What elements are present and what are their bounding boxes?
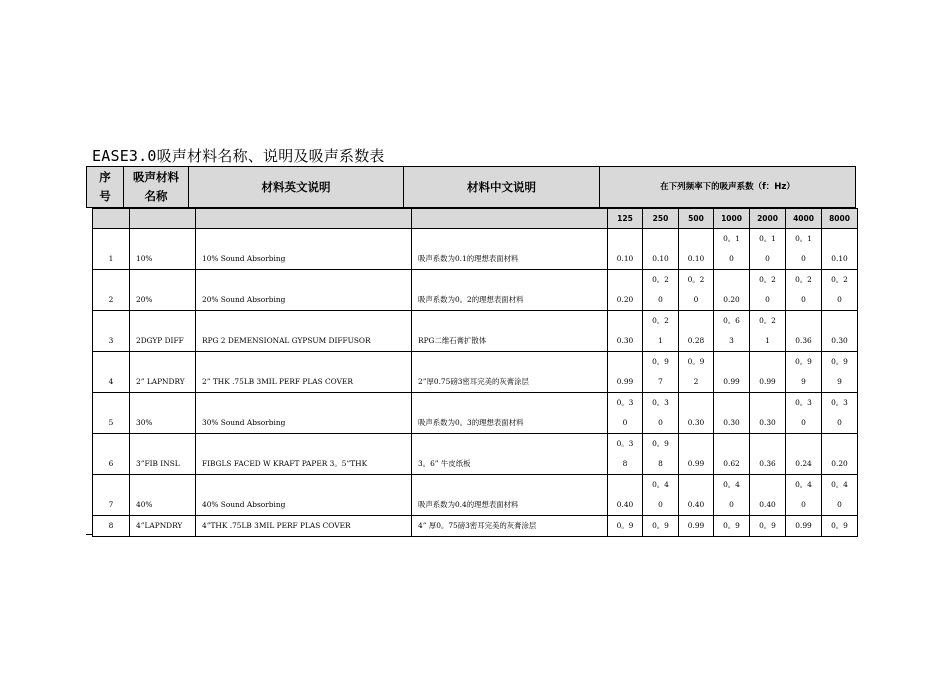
- document-title: EASE3.0吸声材料名称、说明及吸声系数表: [92, 147, 385, 165]
- coefficient-bottom: 0.20: [723, 295, 740, 304]
- header-index-line1: 序: [99, 170, 111, 184]
- coefficient-cell: [786, 352, 822, 393]
- coefficient-cell: [714, 393, 750, 434]
- blank-cell: [93, 209, 130, 229]
- coefficient-bottom: 0: [801, 254, 806, 263]
- coefficient-top: [750, 434, 785, 454]
- coefficient-bottom: 0.10: [652, 254, 669, 263]
- coefficient-top: 0。6: [723, 316, 740, 325]
- english-description: 4”THK .75LB 3MIL PERF PLAS COVER: [196, 516, 412, 537]
- coefficient-top: 0。4: [795, 480, 812, 489]
- coefficient-cell: [608, 229, 643, 270]
- coefficient-bottom: 0: [658, 295, 663, 304]
- blank-cell: [130, 209, 196, 229]
- coefficient-top: 0。3: [795, 398, 812, 407]
- coefficient-cell: [608, 393, 643, 434]
- coefficient-top: 0。3: [616, 439, 634, 448]
- table-row: [93, 434, 858, 475]
- coefficient-bottom: 0: [837, 418, 842, 427]
- coefficient-cell: [714, 270, 750, 311]
- coefficient-cell: [643, 352, 679, 393]
- coefficient-cell: [714, 434, 750, 475]
- english-description: 10% Sound Absorbing: [196, 229, 412, 270]
- coefficient-top: [750, 352, 785, 372]
- coefficient-bottom: 0.40: [759, 500, 776, 509]
- coefficient-top: [786, 311, 821, 331]
- coefficient-cell: [750, 475, 786, 516]
- coefficient-bottom: 0: [801, 295, 806, 304]
- coefficient-top: 0。2: [759, 275, 776, 284]
- coefficient-top: [822, 311, 857, 331]
- coefficient-top: [714, 352, 749, 372]
- freq-500: 500: [679, 209, 714, 229]
- coefficient-top: 0。9: [652, 439, 669, 448]
- material-name: 3”FIB INSL: [130, 434, 196, 475]
- material-name: 2” LAPNDRY: [130, 352, 196, 393]
- coefficient-bottom: 0.40: [616, 500, 634, 509]
- coefficient-bottom: 0.30: [687, 418, 705, 427]
- coefficient-cell: [714, 229, 750, 270]
- coefficient-cell: [822, 475, 858, 516]
- freq-8000: 8000: [822, 209, 858, 229]
- coefficient-bottom: 0: [622, 418, 628, 427]
- table-row: [93, 229, 858, 270]
- coefficient-bottom: 0: [801, 500, 806, 509]
- coefficient-cell: [822, 393, 858, 434]
- coefficient-bottom: 0: [765, 295, 770, 304]
- blank-cell: [412, 209, 608, 229]
- row-index: 3: [93, 311, 130, 352]
- coefficient-cell: [643, 270, 679, 311]
- coefficient-cell: 0。9: [608, 516, 643, 537]
- coefficient-cell: [608, 311, 643, 352]
- coefficient-top: [714, 270, 749, 290]
- row-index: 6: [93, 434, 130, 475]
- coefficient-bottom: 0.24: [795, 459, 812, 468]
- coefficient-top: 0。1: [723, 234, 740, 243]
- coefficient-top: 0。2: [652, 275, 669, 284]
- coefficient-cell: [608, 352, 643, 393]
- chinese-description: 4” 厚0。75磅3密耳完美的灰膏涂层: [412, 516, 608, 537]
- coefficient-bottom: 0: [801, 418, 806, 427]
- coefficient-top: 0。4: [652, 480, 669, 489]
- coefficient-cell: [608, 434, 643, 475]
- coefficient-top: 0。4: [723, 480, 740, 489]
- coefficient-top: 0。2: [831, 275, 848, 284]
- table-row: [93, 311, 858, 352]
- coefficient-top: [750, 393, 785, 413]
- english-description: FIBGLS FACED W KRAFT PAPER 3。5”THK: [196, 434, 412, 475]
- coefficient-top: [679, 311, 713, 331]
- coefficient-bottom: 2: [693, 377, 699, 386]
- coefficient-top: [679, 434, 713, 454]
- coefficient-top: [714, 393, 749, 413]
- coefficient-bottom: 3: [729, 336, 734, 345]
- coefficient-bottom: 0.99: [723, 377, 740, 386]
- coefficient-cell: [679, 352, 714, 393]
- coefficient-cell: [786, 475, 822, 516]
- coefficient-bottom: 0.62: [723, 459, 740, 468]
- row-index: 1: [93, 229, 130, 270]
- english-description: RPG 2 DEMENSIONAL GYPSUM DIFFUSOR: [196, 311, 412, 352]
- coefficient-cell: [750, 434, 786, 475]
- coefficient-bottom: 0: [837, 295, 842, 304]
- coefficient-cell: [786, 229, 822, 270]
- coefficient-cell: 0。9: [750, 516, 786, 537]
- coefficient-cell: 0。9: [822, 516, 858, 537]
- header-english-desc: 材料英文说明: [189, 167, 404, 208]
- chinese-description: RPG二维石膏扩散体: [412, 311, 608, 352]
- coefficient-cell: [822, 434, 858, 475]
- coefficient-top: [608, 475, 642, 495]
- freq-125: 125: [608, 209, 643, 229]
- coefficient-bottom: 0.28: [687, 336, 705, 345]
- coefficient-bottom: 7: [658, 377, 663, 386]
- material-name: 20%: [130, 270, 196, 311]
- english-description: 30% Sound Absorbing: [196, 393, 412, 434]
- coefficient-cell: 0。9: [643, 516, 679, 537]
- coefficient-bottom: 9: [801, 377, 806, 386]
- freq-4000: 4000: [786, 209, 822, 229]
- coefficient-top: 0。3: [616, 398, 634, 407]
- absorption-data-table: [92, 208, 858, 537]
- coefficient-bottom: 0.30: [616, 336, 634, 345]
- coefficient-cell: [714, 352, 750, 393]
- table-edge-mark: [86, 534, 92, 535]
- coefficient-cell: [679, 434, 714, 475]
- coefficient-cell: [679, 229, 714, 270]
- coefficient-bottom: 0: [729, 254, 734, 263]
- header-name-line1: 吸声材料: [133, 170, 179, 184]
- coefficient-bottom: 0.10: [687, 254, 705, 263]
- coefficient-cell: [750, 229, 786, 270]
- coefficient-cell: [679, 475, 714, 516]
- coefficient-bottom: 0.20: [616, 295, 634, 304]
- coefficient-bottom: 0.36: [759, 459, 776, 468]
- coefficient-top: [679, 229, 713, 249]
- english-description: 20% Sound Absorbing: [196, 270, 412, 311]
- header-index-line2: 号: [99, 189, 111, 203]
- coefficient-bottom: 1: [658, 336, 663, 345]
- material-name: 30%: [130, 393, 196, 434]
- table-row: [93, 393, 858, 434]
- material-name: 10%: [130, 229, 196, 270]
- row-index: 5: [93, 393, 130, 434]
- coefficient-top: [786, 434, 821, 454]
- coefficient-bottom: 0: [658, 500, 663, 509]
- row-index: 2: [93, 270, 130, 311]
- coefficient-bottom: 0.20: [831, 459, 848, 468]
- chinese-description: 吸声系数为0。3的理想表面材料: [412, 393, 608, 434]
- coefficient-cell: [608, 270, 643, 311]
- table-row: [93, 475, 858, 516]
- chinese-description: 吸声系数为0.4的理想表面材料: [412, 475, 608, 516]
- chinese-description: 3。6” 牛皮纸板: [412, 434, 608, 475]
- coefficient-top: 0。9: [687, 357, 705, 366]
- coefficient-top: [608, 352, 642, 372]
- coefficient-cell: 0.99: [679, 516, 714, 537]
- chinese-description: 2”厚0.75磅3密耳完美的灰膏涂层: [412, 352, 608, 393]
- freq-1000: 1000: [714, 209, 750, 229]
- coefficient-cell: [679, 270, 714, 311]
- table-row: [93, 352, 858, 393]
- coefficient-top: 0。3: [652, 398, 669, 407]
- coefficient-cell: [786, 393, 822, 434]
- coefficient-top: [643, 229, 678, 249]
- table-row: [93, 270, 858, 311]
- header-absorption-coefficients: 在下列频率下的吸声系数（f：Hz）: [600, 167, 856, 208]
- table-row: [93, 516, 858, 537]
- coefficient-top: 0。1: [795, 234, 812, 243]
- coefficient-bottom: 1: [765, 336, 770, 345]
- row-index: 7: [93, 475, 130, 516]
- coefficient-cell: [750, 352, 786, 393]
- coefficient-top: [608, 229, 642, 249]
- coefficient-cell: [643, 434, 679, 475]
- coefficient-top: [822, 229, 857, 249]
- coefficient-cell: [608, 475, 643, 516]
- freq-2000: 2000: [750, 209, 786, 229]
- coefficient-bottom: 0.99: [687, 459, 705, 468]
- coefficient-cell: [643, 229, 679, 270]
- column-header-table: [86, 166, 856, 208]
- coefficient-bottom: 0.10: [616, 254, 634, 263]
- coefficient-bottom: 0: [837, 500, 842, 509]
- coefficient-top: [608, 311, 642, 331]
- blank-cell: [196, 209, 412, 229]
- coefficient-top: [608, 270, 642, 290]
- english-description: 2” THK .75LB 3MIL PERF PLAS COVER: [196, 352, 412, 393]
- freq-250: 250: [643, 209, 679, 229]
- coefficient-top: 0。2: [759, 316, 776, 325]
- frequency-header-row: [93, 209, 858, 229]
- coefficient-top: 0。9: [652, 357, 669, 366]
- coefficient-bottom: 0.30: [759, 418, 776, 427]
- header-material-name: [124, 167, 189, 208]
- coefficient-top: [822, 434, 857, 454]
- coefficient-bottom: 0.36: [795, 336, 812, 345]
- coefficient-top: 0。1: [759, 234, 776, 243]
- coefficient-cell: [750, 393, 786, 434]
- coefficient-cell: [786, 434, 822, 475]
- coefficient-cell: [643, 393, 679, 434]
- coefficient-top: 0。2: [652, 316, 669, 325]
- english-description: 40% Sound Absorbing: [196, 475, 412, 516]
- coefficient-cell: [679, 311, 714, 352]
- coefficient-bottom: 0: [765, 254, 770, 263]
- coefficient-top: 0。9: [795, 357, 812, 366]
- coefficient-cell: [822, 311, 858, 352]
- header-name-line2: 名称: [144, 189, 168, 203]
- coefficient-top: [679, 475, 713, 495]
- coefficient-cell: [822, 270, 858, 311]
- header-chinese-desc: 材料中文说明: [404, 167, 600, 208]
- material-name: 40%: [130, 475, 196, 516]
- material-name: 4”LAPNDRY: [130, 516, 196, 537]
- coefficient-cell: [786, 311, 822, 352]
- coefficient-cell: [714, 311, 750, 352]
- coefficient-cell: [750, 270, 786, 311]
- coefficient-bottom: 8: [622, 459, 628, 468]
- coefficient-top: [679, 393, 713, 413]
- coefficient-cell: [750, 311, 786, 352]
- row-index: 8: [93, 516, 130, 537]
- coefficient-bottom: 0.30: [831, 336, 848, 345]
- coefficient-top: [750, 475, 785, 495]
- coefficient-cell: [643, 475, 679, 516]
- material-name: 2DGYP DIFF: [130, 311, 196, 352]
- chinese-description: 吸声系数为0.1的理想表面材料: [412, 229, 608, 270]
- chinese-description: 吸声系数为0。2的理想表面材料: [412, 270, 608, 311]
- coefficient-cell: [822, 352, 858, 393]
- coefficient-cell: [679, 393, 714, 434]
- coefficient-bottom: 0: [658, 418, 663, 427]
- coefficient-cell: [714, 475, 750, 516]
- coefficient-top: 0。4: [831, 480, 848, 489]
- coefficient-bottom: 8: [658, 459, 663, 468]
- coefficient-bottom: 0.99: [759, 377, 776, 386]
- coefficient-bottom: 9: [837, 377, 842, 386]
- coefficient-top: 0。3: [831, 398, 848, 407]
- coefficient-bottom: 0.99: [616, 377, 634, 386]
- coefficient-top: 0。9: [831, 357, 848, 366]
- coefficient-cell: [822, 229, 858, 270]
- coefficient-top: 0。2: [795, 275, 812, 284]
- coefficient-top: 0。2: [687, 275, 705, 284]
- header-index: [87, 167, 124, 208]
- coefficient-cell: 0。9: [714, 516, 750, 537]
- row-index: 4: [93, 352, 130, 393]
- coefficient-cell: 0.99: [786, 516, 822, 537]
- coefficient-bottom: 0: [693, 295, 699, 304]
- coefficient-bottom: 0.40: [687, 500, 705, 509]
- coefficient-top: [714, 434, 749, 454]
- coefficient-cell: [786, 270, 822, 311]
- coefficient-bottom: 0.10: [831, 254, 848, 263]
- coefficient-bottom: 0: [729, 500, 734, 509]
- coefficient-cell: [643, 311, 679, 352]
- coefficient-bottom: 0.30: [723, 418, 740, 427]
